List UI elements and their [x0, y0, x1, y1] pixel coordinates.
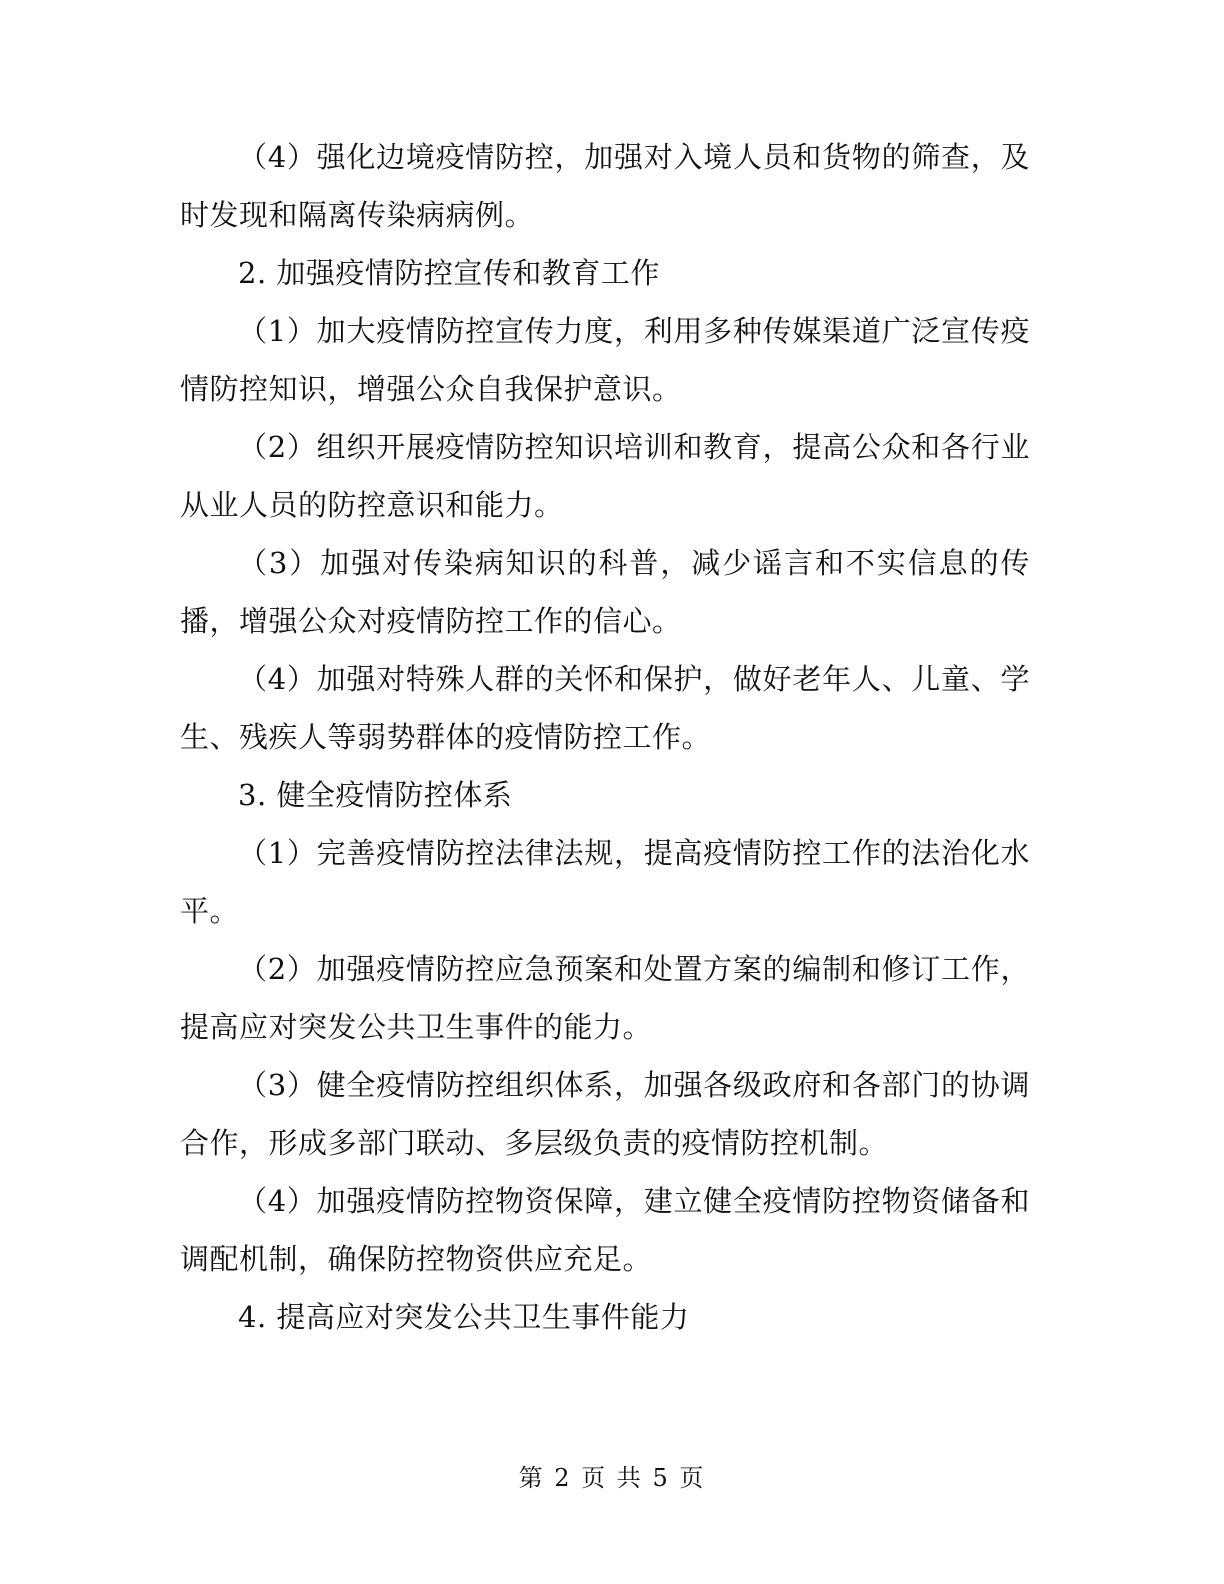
paragraph-laws: （1）完善疫情防控法律法规，提高疫情防控工作的法治化水平。	[180, 836, 1030, 928]
paragraph-border-control: （4）强化边境疫情防控，加强对入境人员和货物的筛查，及时发现和隔离传染病病例。	[180, 140, 1030, 232]
document-body	[180, 128, 1030, 1346]
paragraph-special-groups: （4）加强对特殊人群的关怀和保护，做好老年人、儿童、学生、残疾人等弱势群体的疫情防控工作。	[180, 662, 1030, 754]
paragraph-supplies: （4）加强疫情防控物资保障，建立健全疫情防控物资储备和调配机制，确保防控物资供应充足。	[180, 1184, 1030, 1276]
paragraph-publicity-effort: （1）加大疫情防控宣传力度，利用多种传媒渠道广泛宣传疫情防控知识，增强公众自我保护意识。	[180, 314, 1030, 406]
section-heading-publicity: 2. 加强疫情防控宣传和教育工作	[238, 256, 660, 290]
section-heading-response: 4. 提高应对突发公共卫生事件能力	[238, 1300, 690, 1334]
section-heading-system: 3. 健全疫情防控体系	[238, 778, 513, 812]
paragraph-science-popularization: （3）加强对传染病知识的科普，减少谣言和不实信息的传播，增强公众对疫情防控工作的信心。	[180, 546, 1030, 638]
paragraph-organization: （3）健全疫情防控组织体系，加强各级政府和各部门的协调合作，形成多部门联动、多层级负责的疫情防控机制。	[180, 1068, 1030, 1160]
paragraph-emergency-plans: （2）加强疫情防控应急预案和处置方案的编制和修订工作，提高应对突发公共卫生事件的能力。	[180, 952, 1030, 1044]
paragraph-training: （2）组织开展疫情防控知识培训和教育，提高公众和各行业从业人员的防控意识和能力。	[180, 430, 1030, 522]
page-footer: 第 2 页 共 5 页	[518, 1464, 706, 1492]
